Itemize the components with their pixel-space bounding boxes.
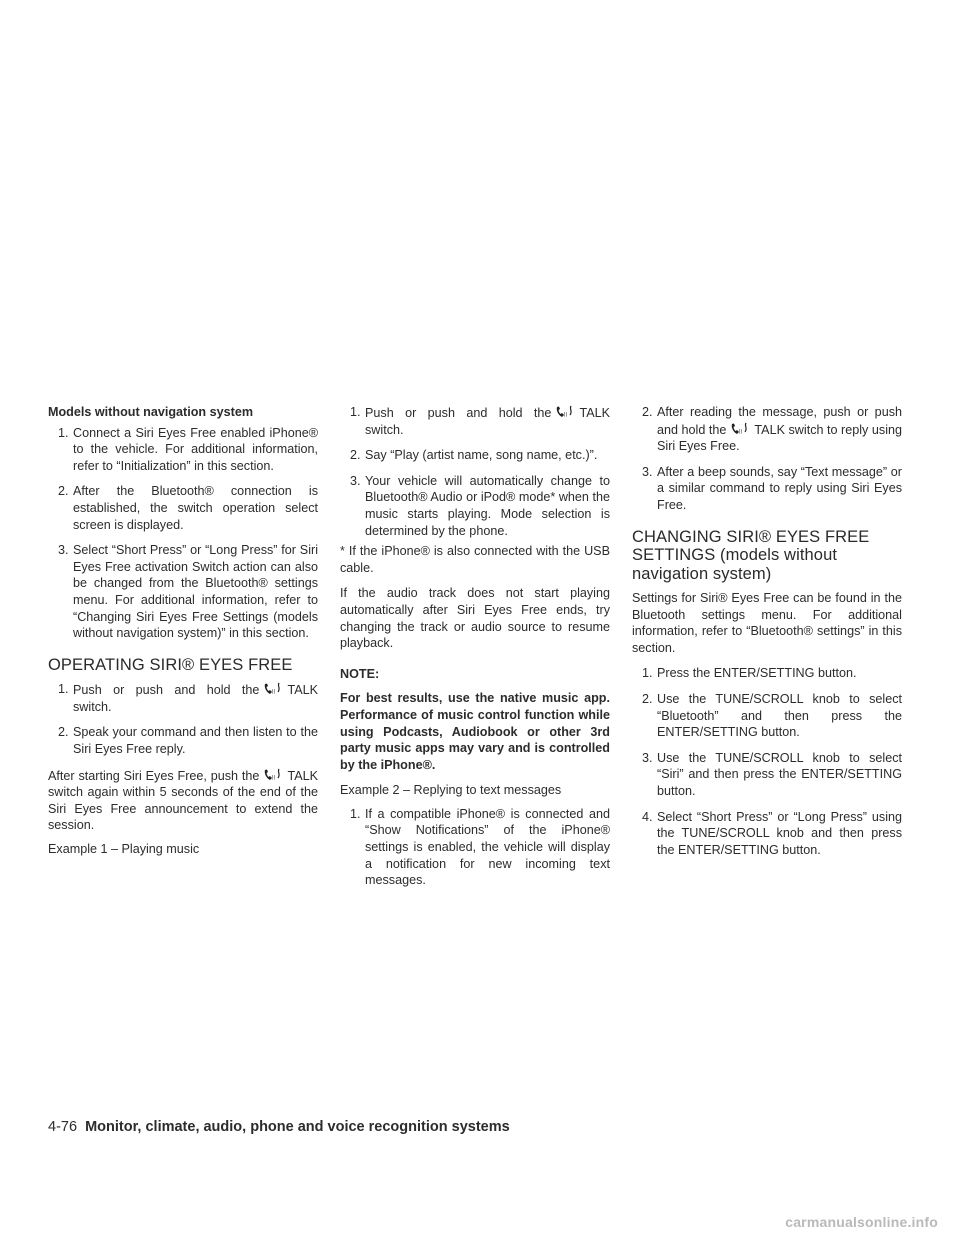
section-heading: CHANGING SIRI® EYES FREE SETTINGS (models without navigation system) (632, 527, 870, 583)
talk-phone-voice-icon (554, 404, 576, 420)
list-item: 4. Select “Short Press” or “Long Press” using the TUNE/SCROLL knob and then press the ENTER/SETTING button. (642, 809, 902, 857)
talk-phone-voice-icon (729, 421, 751, 437)
paragraph: After starting Siri Eyes Free, push the (( TALK switch again within 5 seconds of the end of the Siri Eyes Free announcement to extend the session. (48, 768, 318, 833)
svg-text:((: (( (271, 774, 276, 781)
page-footer (48, 1118, 510, 1136)
footnote: * If the iPhone® is also connected with the USB cable. (340, 544, 610, 575)
watermark: carmanualsonline.info (785, 1214, 938, 1230)
list-item: 3. Select “Short Press” or “Long Press” for Siri Eyes Free activation Switch action can also be changed from the Bluetooth® settings menu. For additional information, refer to “Changing Siri Eyes Free Settings (models without navigation system)” in this section. (58, 543, 318, 641)
list-item: 2. After reading the message, push or push and hold the (( TALK switch to reply using Siri Eyes Free. (642, 405, 902, 454)
list-item: 3. Your vehicle will automatically change to Bluetooth® Audio or iPod® mode* when the music starts playing. Mode selection is determined by the phone. (350, 473, 610, 538)
paragraph: Settings for Siri® Eyes Free can be found in the Bluetooth settings menu. For additional information, refer to “Bluetooth® settings” in this section. (632, 591, 902, 655)
list-item: 2. After the Bluetooth® connection is established, the switch operation select screen is displayed. (58, 484, 318, 532)
list-item: 2. Speak your command and then listen to the Siri Eyes Free reply. (58, 725, 318, 756)
page-number: 4-76 (48, 1119, 78, 1135)
column-middle (340, 404, 610, 898)
section-subhead: Models without navigation system (48, 405, 254, 419)
svg-text:((: (( (563, 412, 568, 418)
list-item: 1. Push or push and hold the (( TALK switch. (350, 405, 610, 437)
list-item: 3. After a beep sounds, say “Text message” or a similar command to reply using Siri Eyes Free. (642, 464, 902, 512)
list-item: 2. Use the TUNE/SCROLL knob to select “Bluetooth” and then press the ENTER/SETTING button. (642, 692, 902, 740)
list-item: 1. Press the ENTER/SETTING button. (642, 666, 857, 681)
paragraph: Example 1 – Playing music (48, 841, 200, 856)
list-item: 2. Say “Play (artist name, song name, etc.)”. (350, 448, 598, 463)
list-item: 1. Push or push and hold the (( TALK switch. (58, 682, 318, 714)
svg-text:((: (( (738, 428, 743, 435)
footer-title: Monitor, climate, audio, phone and voice recognition systems (85, 1119, 510, 1135)
column-left (48, 404, 318, 867)
note-body: For best results, use the native music app. Performance of music control function while using Podcasts, Audiobook or other 3rd party music apps may vary and is controlled by the iPhone®. (340, 691, 610, 772)
list-item: 1. Connect a Siri Eyes Free enabled iPhone® to the vehicle. For additional information, refer to “Initialization” in this section. (58, 425, 318, 473)
note-heading: NOTE: (340, 666, 380, 681)
svg-text:((: (( (271, 689, 276, 696)
list-item: 1. If a compatible iPhone® is connected and “Show Notifications” of the iPhone® settings is enabled, the vehicle will display a notification for new incoming text messages. (350, 806, 610, 888)
section-heading: OPERATING SIRI® EYES FREE (48, 655, 293, 674)
paragraph: If the audio track does not start playing automatically after Siri Eyes Free ends, try changing the track or audio source to resume playback. (340, 586, 610, 651)
talk-phone-voice-icon (262, 767, 284, 783)
talk-phone-voice-icon (262, 681, 284, 697)
column-right (632, 404, 902, 867)
list-item: 3. Use the TUNE/SCROLL knob to select “Siri” and then press the ENTER/SETTING button. (642, 750, 902, 798)
paragraph: Example 2 – Replying to text messages (340, 783, 562, 798)
